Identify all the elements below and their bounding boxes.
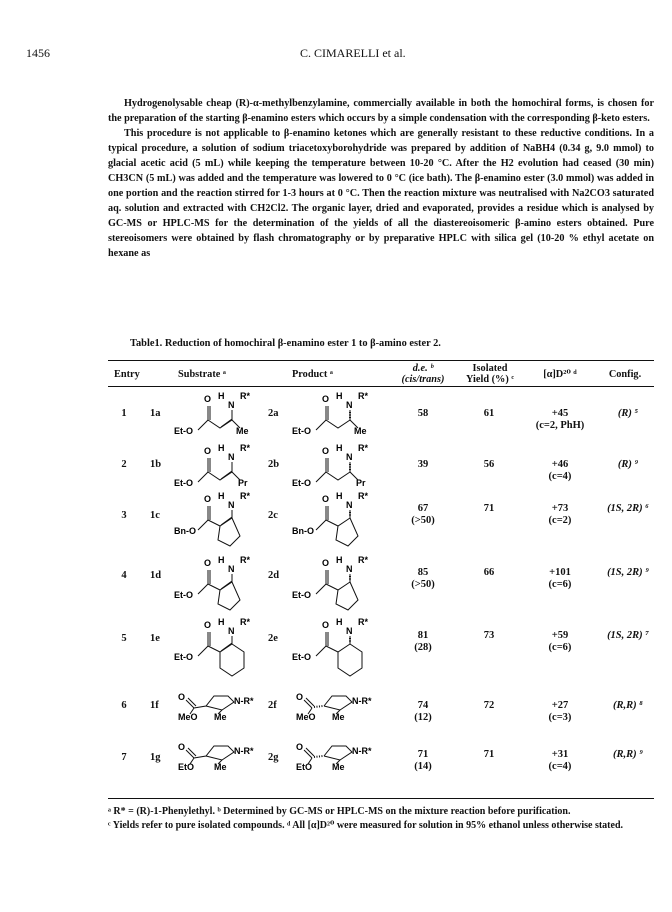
row-1-conditions: (c=2, PhH): [535, 420, 585, 431]
structure-1e: [174, 616, 264, 682]
label-ester-bn: Bn-O: [174, 526, 196, 536]
row-4-conditions: (c=6): [548, 579, 572, 590]
row-4-substrate-id: 1d: [150, 570, 162, 581]
row-1-rotation: +45: [551, 408, 569, 419]
row-7-de: 71: [417, 749, 429, 760]
label-rstar: R*: [358, 555, 369, 565]
label-o: O: [322, 620, 330, 630]
label-o: O: [178, 692, 186, 702]
table-top-rule: [108, 360, 654, 361]
table-header-rule: [108, 386, 654, 387]
row-5-substrate-id: 1e: [150, 633, 160, 644]
row-3-de: 67: [417, 503, 429, 514]
structure-2d: [292, 554, 382, 616]
label-pr: Pr: [356, 478, 366, 488]
row-6-substrate-id: 1f: [150, 700, 159, 711]
row-5-rotation: +59: [551, 630, 569, 641]
row-1-yield: 61: [483, 408, 495, 419]
row-7-yield: 71: [483, 749, 495, 760]
row-5-conditions: (c=6): [548, 642, 572, 653]
structure-2b: [292, 442, 382, 488]
label-rstar: R*: [358, 391, 369, 401]
label-rstar: R*: [240, 617, 251, 627]
col-rotation: [α]D²⁰ ᵈ: [543, 369, 577, 380]
label-n: N: [346, 500, 353, 510]
row-3-rotation: +73: [551, 503, 569, 514]
row-3-entry: 3: [121, 510, 127, 521]
label-ester: Et-O: [174, 478, 193, 488]
row-7-conditions: (c=4): [548, 761, 572, 772]
row-5-yield: 73: [483, 630, 495, 641]
row-2-entry: 2: [121, 459, 127, 470]
label-o: O: [204, 558, 212, 568]
label-ester-bn: Bn-O: [292, 526, 314, 536]
row-3-yield: 71: [483, 503, 495, 514]
label-o: O: [322, 446, 330, 456]
row-5-de: 81: [417, 630, 429, 641]
paragraph-1: Hydrogenolysable cheap (R)-α-methylbenzylamine, commercially available in both the homochiral forms, is chosen for the preparation of the starting β-enamino esters which occurs by a simple condensation with the corresponding β-keto esters.: [108, 98, 654, 124]
label-ester: Et-O: [292, 426, 311, 436]
body-text: [108, 96, 654, 261]
row-2-rotation: +46: [551, 459, 569, 470]
label-n: N: [346, 452, 353, 462]
row-3-de-ratio: (>50): [411, 515, 435, 526]
row-7-substrate-id: 1g: [150, 752, 161, 763]
row-6-product-id: 2f: [268, 700, 277, 711]
row-2-de: 39: [417, 459, 429, 470]
col-yield: [455, 363, 525, 385]
row-2-conditions: (c=4): [548, 471, 572, 482]
label-n: N: [346, 400, 353, 410]
row-6-de: 74: [417, 700, 429, 711]
row-3-substrate-id: 1c: [150, 510, 160, 521]
label-ester: Et-O: [292, 590, 311, 600]
label-n: N: [228, 500, 235, 510]
label-o: O: [204, 620, 212, 630]
col-yield-line2: Yield (%) ᶜ: [465, 374, 515, 385]
structure-1c: [174, 490, 264, 552]
row-6-rotation: +27: [551, 700, 569, 711]
label-meo: MeO: [296, 712, 316, 722]
label-n: N: [228, 400, 235, 410]
row-3-product-id: 2c: [268, 510, 278, 521]
row-6-entry: 6: [121, 700, 127, 711]
label-o: O: [204, 446, 212, 456]
label-rstar: R*: [240, 555, 251, 565]
label-n: N: [346, 564, 353, 574]
label-ester: Et-O: [292, 478, 311, 488]
row-6-config: (R,R) ⁸: [613, 700, 643, 711]
table-caption: Table1. Reduction of homochiral β-enamino ester 1 to β-amino ester 2.: [130, 338, 441, 349]
label-rstar: R*: [240, 491, 251, 501]
label-rstar: R*: [240, 391, 251, 401]
col-substrate: Substrate ᵃ: [178, 369, 226, 380]
label-o: O: [178, 742, 186, 752]
structure-2e: [292, 616, 382, 682]
footnote-2: ᶜ Yields refer to pure isolated compounds. ᵈ All [α]D²⁰ were measured for solution in 95% ethanol unless otherwise stated.: [108, 820, 624, 831]
row-4-de-ratio: (>50): [411, 579, 435, 590]
row-3-config: (1S, 2R) ⁶: [607, 503, 649, 514]
row-7-config: (R,R) ⁹: [613, 749, 643, 760]
label-n-rstar: N-R*: [352, 696, 372, 706]
col-de-line1: d.e. ᵇ: [412, 363, 434, 374]
row-7-rotation: +31: [551, 749, 569, 760]
label-h: H: [336, 391, 343, 401]
row-4-entry: 4: [121, 570, 127, 581]
label-me: Me: [214, 712, 227, 722]
row-5-de-ratio: (28): [414, 642, 432, 653]
structure-1b: [174, 442, 264, 488]
label-h: H: [218, 391, 225, 401]
footnote-1: ᵃ R* = (R)-1-Phenylethyl. ᵇ Determined by GC-MS or HPLC-MS on the mixture reaction before purification.: [108, 806, 571, 817]
label-h: H: [218, 617, 225, 627]
row-7-product-id: 2g: [268, 752, 279, 763]
label-n: N: [346, 626, 353, 636]
row-5-entry: 5: [121, 633, 127, 644]
label-n-rstar: N-R*: [352, 746, 372, 756]
row-4-product-id: 2d: [268, 570, 280, 581]
col-entry: Entry: [114, 369, 140, 380]
row-2-product-id: 2b: [268, 459, 280, 470]
col-product: Product ᵃ: [292, 369, 333, 380]
col-de-line2: (cis/trans): [401, 374, 445, 385]
label-rstar: R*: [358, 617, 369, 627]
structure-2g: [296, 738, 390, 778]
row-6-de-ratio: (12): [414, 712, 432, 723]
row-5-config: (1S, 2R) ⁷: [607, 630, 649, 641]
row-4-rotation: +101: [549, 567, 571, 578]
label-n: N: [228, 626, 235, 636]
label-ester: Et-O: [292, 652, 311, 662]
row-2-config: (R) ⁹: [617, 459, 639, 470]
label-o: O: [322, 494, 330, 504]
label-h: H: [218, 443, 225, 453]
col-yield-line1: Isolated: [472, 363, 508, 374]
row-4-yield: 66: [483, 567, 495, 578]
label-o: O: [296, 692, 304, 702]
row-1-de: 58: [417, 408, 429, 419]
row-7-entry: 7: [121, 752, 127, 763]
structure-2c: [292, 490, 382, 552]
row-2-yield: 56: [483, 459, 495, 470]
label-h: H: [218, 555, 225, 565]
structure-2a: [292, 390, 382, 436]
label-h: H: [336, 491, 343, 501]
label-o: O: [204, 394, 212, 404]
label-rstar: R*: [240, 443, 251, 453]
label-pr: Pr: [238, 478, 248, 488]
label-rstar: R*: [358, 491, 369, 501]
row-3-conditions: (c=2): [548, 515, 572, 526]
label-me: Me: [332, 762, 345, 772]
label-h: H: [336, 617, 343, 627]
label-h: H: [336, 555, 343, 565]
paragraph-2: This procedure is not applicable to β-enamino ketones which are generally resistant to these reductive conditions. In a typical procedure, a solution of sodium triacetoxyborohydride was prepared by addition of NaBH4 (0.34 g, 9.0 mmol) to glacial acetic acid (5 mL) while keeping the temperature between 10-20 °C. After the H2 evolution had ceased (30 min) CH3CN (5 mL) was added and the temperature was lowered to 0 °C (ice bath). The β-enamino ester (3.0 mmol) was added in one portion and the reaction stirred for 1-3 hours at 0 °C. Then the reaction mixture was neutralised with Na2CO3 saturated aq. solution and extracted with CH2Cl2. The organic layer, dried and evaporated, provides a residue which is analysed by GC-MS or HPLC-MS for the determination of the yields of all the diastereoisomeric β-amino esters obtained. Pure stereoisomers were obtained by flash chromatography or by preparative HPLC with silica gel (10-20 % ethyl acetate on hexane as: [108, 128, 654, 259]
structure-1f: [178, 688, 272, 728]
label-h: H: [336, 443, 343, 453]
label-meo: MeO: [178, 712, 198, 722]
running-title: C. CIMARELLI et al.: [300, 46, 406, 60]
row-4-de: 85: [417, 567, 429, 578]
table-bottom-rule: [108, 798, 654, 799]
row-6-yield: 72: [483, 700, 495, 711]
row-1-config: (R) ⁵: [617, 408, 639, 419]
label-me: Me: [354, 426, 367, 436]
row-1-product-id: 2a: [268, 408, 279, 419]
row-7-de-ratio: (14): [414, 761, 432, 772]
structure-2f: [296, 688, 390, 728]
col-config: Config.: [608, 369, 642, 380]
structure-1g: [178, 738, 272, 778]
row-1-substrate-id: 1a: [150, 408, 161, 419]
label-ester: Et-O: [174, 426, 193, 436]
label-h: H: [218, 491, 225, 501]
row-5-product-id: 2e: [268, 633, 278, 644]
label-me: Me: [214, 762, 227, 772]
label-eto: EtO: [296, 762, 313, 772]
row-6-conditions: (c=3): [548, 712, 572, 723]
col-de: [388, 363, 458, 385]
page-number: 1456: [26, 46, 50, 60]
label-o: O: [322, 558, 330, 568]
label-o: O: [204, 494, 212, 504]
row-4-config: (1S, 2R) ⁹: [607, 567, 649, 578]
label-o: O: [322, 394, 330, 404]
label-rstar: R*: [358, 443, 369, 453]
label-o: O: [296, 742, 304, 752]
label-n-rstar: N-R*: [234, 696, 254, 706]
label-me: Me: [332, 712, 345, 722]
row-2-substrate-id: 1b: [150, 459, 162, 470]
structure-1d: [174, 554, 264, 616]
label-eto: EtO: [178, 762, 195, 772]
label-n: N: [228, 564, 235, 574]
structure-1a: [174, 390, 264, 436]
label-n-rstar: N-R*: [234, 746, 254, 756]
label-ester: Et-O: [174, 590, 193, 600]
label-me: Me: [236, 426, 249, 436]
label-n: N: [228, 452, 235, 462]
row-1-entry: 1: [121, 408, 127, 419]
label-ester: Et-O: [174, 652, 193, 662]
